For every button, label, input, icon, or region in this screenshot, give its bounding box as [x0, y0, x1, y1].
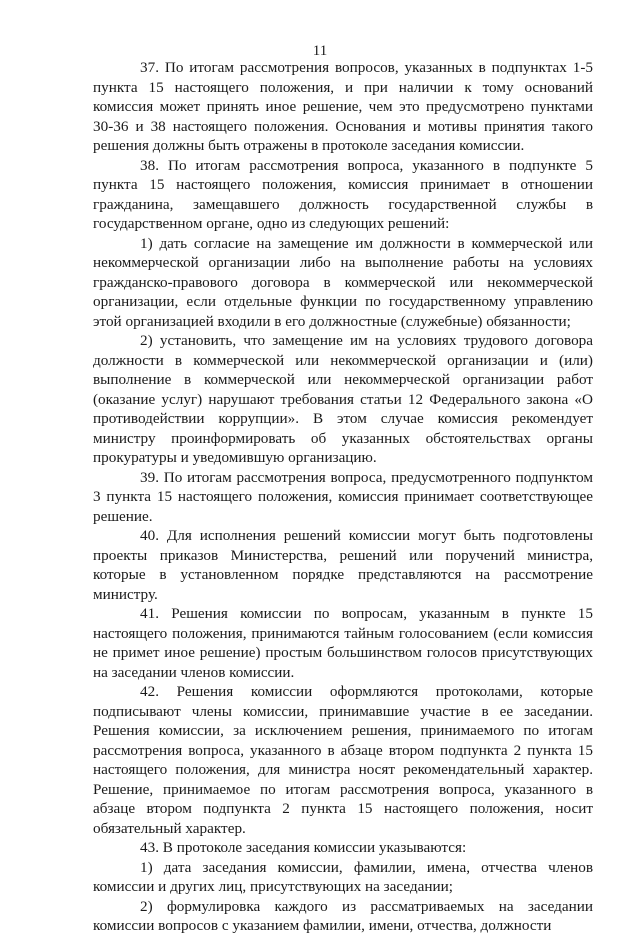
paragraph-38-item-1: 1) дать согласие на замещение им должности в коммерческой или некоммерческой организации либо на выполнение работы на условиях гражданско-правового договора в коммерческой или некоммерческой организации, если отдельные функции по государственному управлению этой организацией входили в его должностные (служебные) обязанности;	[93, 234, 593, 330]
paragraph-42: 42. Решения комиссии оформляются протоколами, которые подписывают члены комиссии, принимавшие участие в ее заседании. Решения комиссии, за исключением решения, принимаемого по итогам рассмотрения вопроса, указанного в абзаце втором подпункта 2 пункта 15 настоящего положения, для министра носят рекомендательный характер. Решение, принимаемое по итогам рассмотрения вопроса, указанного в абзаце втором подпункта 2 пункта 15 настоящего положения, носит обязательный характер.	[93, 683, 593, 837]
paragraph-38-item-2: 2) установить, что замещение им на условиях трудового договора должности в коммерческой или некоммерческой организации и (или) выполнение в коммерческой или некоммерческой организации работ (оказание услуг) нарушают требования статьи 12 Федерального закона «О противодействии коррупции». В этом случае комиссия рекомендует министру проинформировать об указанных обстоятельствах органы прокуратуры и уведомившую организацию.	[93, 332, 593, 466]
paragraph-41: 41. Решения комиссии по вопросам, указанным в пункте 15 настоящего положения, принимаются тайным голосованием (если комиссия не примет иное решение) простым большинством голосов присутствующих на заседании членов комиссии.	[93, 605, 593, 681]
paragraph-40: 40. Для исполнения решений комиссии могут быть подготовлены проекты приказов Министерства, решений или поручений министра, которые в установленном порядке представляются на рассмотрение министру.	[93, 527, 593, 603]
page-number: 11	[312, 43, 328, 59]
paragraph-43: 43. В протоколе заседания комиссии указываются:	[140, 839, 467, 856]
paragraph-38: 38. По итогам рассмотрения вопроса, указанного в подпункте 5 пункта 15 настоящего положения, комиссия принимает в отношении гражданина, замещавшего должность государственной службы в государственном органе, одно из следующих решений:	[93, 156, 593, 232]
paragraph-39: 39. По итогам рассмотрения вопроса, предусмотренного подпунктом 3 пункта 15 настоящего положения, комиссия принимает соответствующее решение.	[93, 468, 593, 525]
document-body	[93, 58, 593, 936]
paragraph-43-item-1: 1) дата заседания комиссии, фамилии, имена, отчества членов комиссии и других лиц, присутствующих на заседании;	[93, 858, 593, 895]
paragraph-43-item-2: 2) формулировка каждого из рассматриваемых на заседании комиссии вопросов с указанием фамилии, имени, отчества, должности	[93, 897, 593, 934]
paragraph-37: 37. По итогам рассмотрения вопросов, указанных в подпунктах 1-5 пункта 15 настоящего положения, и при наличии к тому оснований комиссия может принять иное решение, чем это предусмотрено пунктами 30-36 и 38 настоящего положения. Основания и мотивы принятия такого решения должны быть отражены в протоколе заседания комиссии.	[93, 59, 593, 154]
